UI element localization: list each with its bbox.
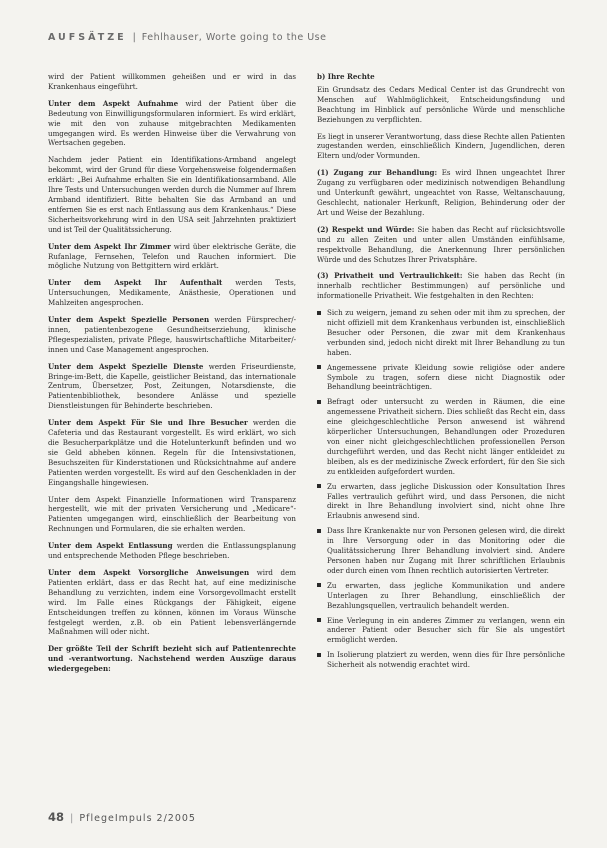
header-separator: | <box>132 32 136 43</box>
list-item: Sich zu weigern, jemand zu sehen oder mit ihm zu sprechen, der nicht offiziell mit dem Krankenhaus verbunden ist, einschließlich Besucher oder Personen, die zwar mit dem Krankenhaus verbunden sind, jedoch nicht direkt mit Ihrer Behandlung zu tun haben. <box>317 308 565 358</box>
list-item: Befragt oder untersucht zu werden in Räumen, die eine angemessene Privatheit sichern. Dies schließt das Recht ein, dass eine gleichgeschlechtliche Person anwesend ist während körperlicher Untersuchungen, Behandlungen oder Prozeduren von einer nicht gleichgeschlechtlichen professionellen Person durchgeführt werden, und das Recht nicht länger entkleidet zu bleiben, als es der medizinische Zweck erfordert, für den Sie sich zu entkleiden aufgefordert wurden. <box>317 397 565 476</box>
magazine-title: PflegeImpuls 2/2005 <box>79 813 196 824</box>
list-item: In Isolierung platziert zu werden, wenn dies für Ihre persönliche Sicherheit als notwendig erachtet wird. <box>317 650 565 670</box>
rights-list <box>317 308 565 670</box>
paragraph-lead: (1) Zugang zur Behandlung: <box>317 168 438 178</box>
list-item: Dass Ihre Krankenakte nur von Personen gelesen wird, die direkt in Ihre Versorgung oder in das Monitoring oder die Qualitätssicherung Ihrer Behandlung involviert sind. Andere Personen haben nur Zugang mit Ihrer schriftlichen Erlaubnis oder durch einen vom Ihnen rechtlich autorisierten Vertreter. <box>317 526 565 576</box>
paragraph: Unter dem Aspekt Ihr Zimmer wird über elektrische Geräte, die Rufanlage, Fernsehen, Telefon und Rauchen informiert. Die mögliche Nutzung von Bettgittern wird erklärt. <box>48 241 296 271</box>
left-column <box>48 72 296 681</box>
paragraph: Unter dem Aspekt Entlassung werden die Entlassungsplanung und entsprechende Methoden Pflege beschrieben. <box>48 541 296 561</box>
paragraph-lead: Unter dem Aspekt Aufnahme <box>48 98 179 108</box>
paragraph-lead: Unter dem Aspekt Ihr Zimmer <box>48 241 171 251</box>
paragraph: Unter dem Aspekt Vorsorgliche Anweisungen wird dem Patienten erklärt, dass er das Recht hat, auf eine medizinische Behandlung zu verzichten, indem eine Vorsorgevollmacht erstellt wird. Im Falle eines Rückgangs der Fähigkeit, eigene Entscheidungen treffen zu können, können im Voraus Wünsche festgelegt werden, z.B. ob ein Patient lebensverlängernde Maßnahmen will oder nicht. <box>48 567 296 637</box>
numbered-paragraph: (1) Zugang zur Behandlung: Es wird Ihnen ungeachtet Ihrer Zugang zu verfügbaren oder medizinisch notwendigen Behandlung und Unterkunft gewährt, ungeachtet von Rasse, Weltanschauung, Geschlecht, nationaler Herkunft, Religion, Behinderung oder der Art und Weise der Bezahlung. <box>317 168 565 217</box>
list-item: Angemessene private Kleidung sowie religiöse oder andere Symbole zu tragen, sofern diese nicht Diagnostik oder Behandlung beeinträchtigen. <box>317 363 565 393</box>
header-title: Fehlhauser, Worte going to the Use <box>141 32 327 43</box>
section-heading: b) Ihre Rechte <box>317 72 375 81</box>
paragraph-lead: Unter dem Aspekt Entlassung <box>48 541 173 551</box>
paragraph: Es liegt in unserer Verantwortung, dass diese Rechte allen Patienten zugestanden werden, einschließlich Kindern, Jugendlichen, deren Eltern und/oder Vormunden. <box>317 131 566 161</box>
running-header <box>48 32 577 52</box>
paragraph: Unter dem Aspekt Finanzielle Informationen wird Transparenz hergestellt, wie mit der privaten Versicherung und „Medicare“-Patienten umgegangen wird, einschließlich der Bearbeitung von Rechnungen und Formularen, die sie erhalten werden. <box>48 494 296 534</box>
paragraph: Unter dem Aspekt Spezielle Dienste werden Friseurdienste, Bringe-im-Bett, die Kapelle, geistlicher Beistand, das internationale Zentrum, Übersetzer, Post, Zeitungen, Notarsdienste, die Patientenbibliothek, besondere Anlässe und spezielle Dienstleistungen für Behinderte beschrieben. <box>48 361 296 411</box>
numbered-paragraph: (3) Privatheit und Vertraulichkeit: Sie haben das Recht (in innerhalb rechtlicher Bestimmungen) auf persönliche und informationelle Privatheit. Wie festgehalten in den Rechten: <box>317 271 565 301</box>
paragraph: Unter dem Aspekt Für Sie und Ihre Besucher werden die Cafeteria und das Restaurant vorgestellt. Es wird erklärt, wo sich die Besucherparkplätze und die Hotelunterkunft befinden und wo sie Geld abheben können. Regeln für die Intensivstationen, Besuchszeiten für Kinderstationen und Rücksichtnahme auf andere Patienten werden vorgestellt. Es wird auf den Geschenkladen in der Eingangshalle hingewiesen. <box>48 418 296 487</box>
paragraph-lead: (2) Respekt und Würde: <box>317 224 415 234</box>
footer-separator: | <box>70 813 74 824</box>
paragraph: wird der Patient willkommen geheißen und er wird in das Krankenhaus eingeführt. <box>48 72 296 91</box>
paragraph: Unter dem Aspekt Ihr Aufenthalt werden Tests, Untersuchungen, Medikamente, Anästhesie, Operationen und Mahlzeiten angesprochen. <box>48 278 296 308</box>
page-footer <box>48 806 196 822</box>
paragraph-lead: Unter dem Aspekt Ihr Aufenthalt <box>48 278 223 288</box>
numbered-paragraph: (2) Respekt und Würde: Sie haben das Recht auf rücksichtsvolle und zu allen Zeiten und unter allen Umständen einfühlsame, respektvolle Behandlung, die Anerkennung Ihrer persönlichen Würde und des Schutzes Ihrer Privatsphäre. <box>317 224 565 264</box>
right-column <box>317 72 565 675</box>
paragraph-lead: Unter dem Aspekt Spezielle Personen <box>48 315 210 325</box>
list-item: Zu erwarten, dass jegliche Kommunikation und andere Unterlagen zu Ihrer Behandlung, einschließlich der Bezahlungsquellen, vertraulich behandelt werden. <box>317 581 565 611</box>
page-number: 48 <box>48 810 65 824</box>
paragraph-lead: Unter dem Aspekt Für Sie und Ihre Besucher <box>48 418 248 428</box>
list-item: Eine Verlegung in ein anderes Zimmer zu verlangen, wenn ein anderer Patient oder Besucher sich für Sie als ungestört ermöglicht werden. <box>317 616 565 646</box>
paragraph: Der größte Teil der Schrift bezieht sich auf Patientenrechte und -verantwortung. Nachstehend werden Auszüge daraus wiedergegeben: <box>48 644 296 674</box>
paragraph: Nachdem jeder Patient ein Identifikations-Armband angelegt bekommt, wird der Grund für diese Vorgehensweise folgendermaßen erklärt: „Bei Aufnahme erhalten Sie ein Identifikationsarmband. Alle Ihre Tests und Untersuchungen werden durch die Nummer auf Ihrem Armband identifiziert. Bitte behalten Sie das Armband an und entfernen Sie es erst nach Entlassung aus dem Krankenhaus.“ Diese Sicherheitsvorkehrung wird in den USA seit Jahrzehnten praktiziert und ist Teil der Qualitätssicherung. <box>48 155 296 234</box>
paragraph-lead: Unter dem Aspekt Spezielle Dienste <box>48 361 204 371</box>
paragraph-lead: Unter dem Aspekt Vorsorgliche Anweisungen <box>48 567 250 577</box>
paragraph: Ein Grundsatz des Cedars Medical Center ist das Grundrecht von Menschen auf Wahlmöglichkeit, Entscheidungsfindung und Beachtung im Hinblick auf persönliche Würde und menschliche Beziehungen zu verpflichten. <box>317 84 565 124</box>
paragraph-lead: (3) Privatheit und Vertraulichkeit: <box>317 271 463 281</box>
list-item: Zu erwarten, dass jegliche Diskussion oder Konsultation Ihres Falles vertraulich geführt wird, und dass Personen, die nicht direkt in Ihre Behandlung involviert sind, nicht ohne Ihre Erlaubnis anwesend sind. <box>317 482 565 522</box>
paragraph: Unter dem Aspekt Aufnahme wird der Patient über die Bedeutung von Einwilligungsformularen informiert. Es wird erklärt, wie mit den von zuhause mitgebrachten Medikamenten umgegangen wird. Es werden Hinweise über die Verwahrung von Wertsachen gegeben. <box>48 98 296 148</box>
paragraph: Unter dem Aspekt Spezielle Personen werden Fürsprecher/-innen, patientenbezogene Gesundheitserziehung, klinische Pflegespezialisten, private Pflege, hauswirtschaftliche Mitarbeiter/-innen und Case Management angesprochen. <box>48 315 296 354</box>
section-label: AUFSÄTZE <box>48 32 127 43</box>
